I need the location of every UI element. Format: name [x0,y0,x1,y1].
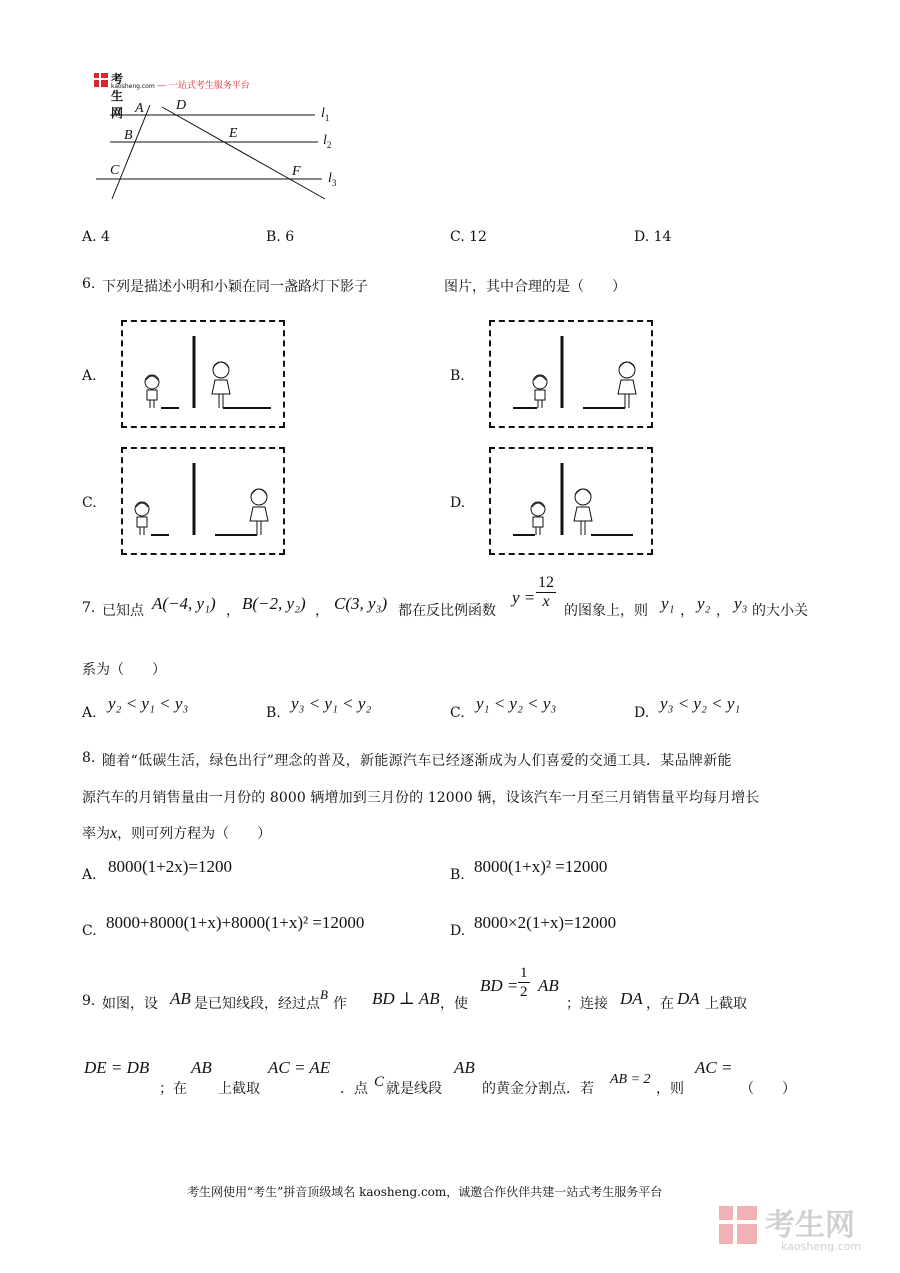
label-l1: $l_1$ [321,106,330,123]
q9-bd-lhs: BD = [480,976,519,995]
q9-t11: 就是线段 [386,1081,442,1097]
q6-option-b-image [489,320,653,428]
q9-ab-eq: AB = 2 [610,1072,651,1087]
q7-option-b-val: y₃ < y₁ < y₂ [291,694,372,713]
q7-option-c-key: C. [450,705,465,721]
q5-option-a: A. 4 [82,229,110,245]
q7-number: 7. [82,600,96,616]
q6-number: 6. [82,276,96,292]
logo-icon [93,72,109,88]
q6-option-a-image [121,320,285,428]
footer-text: 考生网使用“考生”拼音顶级域名 kaosheng.com，诚邀合作伙伴共建一站式考生服务平台 [187,1185,663,1199]
q7-line2: 系为（ ） [82,662,166,678]
q8-option-c-val: 8000+8000(1+x)+8000(1+x)² =12000 [106,913,365,932]
q9-t1: 如图，设 [102,996,158,1012]
q6-option-d-label: D. [450,495,466,511]
q9-t3: 作 [333,996,347,1012]
q7-option-b-key: B. [266,705,281,721]
q7-point-a: A(−4, y₁) [152,594,216,613]
q7-comma1: ， [680,603,694,619]
q9-t4: ，使 [440,996,468,1012]
q7-option-a-val: y₂ < y₁ < y₃ [108,694,189,713]
label-F: F [292,164,301,179]
q9-ac-q: AC = [695,1058,733,1077]
q9-da2: DA [677,989,700,1008]
q8-option-b-key: B. [450,867,465,883]
q8-option-a-val: 8000(1+2x)=1200 [108,857,232,876]
boy-figure [145,375,159,408]
label-C: C [110,163,120,178]
q9-number: 9. [82,993,96,1009]
q7-mid: 都在反比例函数 [398,603,496,619]
q7-prefix: 已知点 [102,603,144,619]
q6-option-c-label: C. [82,495,97,511]
q9-da1: DA [620,989,643,1008]
q9-t6: ，在 [646,996,674,1012]
q9-t5: ；连接 [566,996,608,1012]
q9-c: C [374,1074,385,1090]
q7-sep1: ， [226,603,240,619]
label-D: D [176,98,187,113]
q9-t13: ，则 [656,1081,684,1097]
q9-ab3: AB [454,1058,475,1077]
q7-y2: y₂ [697,594,711,613]
q8-option-b-val: 8000(1+x)² =12000 [474,857,608,876]
logo-sub: kaosheng.com [111,83,155,90]
q9-b: B [320,987,328,1002]
q7-option-c-val: y₁ < y₂ < y₃ [476,694,557,713]
q5-option-c: C. 12 [450,229,487,245]
q9-t9: 上截取 [218,1081,260,1097]
q9-t12: 的黄金分割点．若 [482,1081,594,1097]
label-B: B [124,128,133,143]
q7-option-a-key: A. [82,705,97,721]
watermark-logo-icon [717,1204,759,1246]
q8-line2: 源汽车的月销售量由一月份的 8000 辆增加到三月份的 12000 辆，设该汽车一月至三月销售量平均每月增长 [82,790,760,806]
q6-text-a: 下列是描述小明和小颖在同一盏路灯下影子 [102,279,368,295]
q9-bd-rhs: AB [538,976,559,995]
q7-func-lhs: y = [512,588,536,607]
parallel-lines-figure [90,95,350,215]
q6-text-b: 图片，其中合理的是（ ） [444,279,626,295]
q7-y3: y₃ [734,594,748,613]
girl-figure [212,362,230,408]
q7-point-b: B(−2, y₂) [242,594,306,613]
q8-option-c-key: C. [82,923,97,939]
q7-func-frac: $\frac{12}{x}$ [538,574,554,610]
q9-t10: ．点 [340,1081,368,1097]
label-A: A [135,101,144,116]
q6-option-a-label: A. [82,368,97,384]
transversal-df [162,107,325,199]
q7-option-d-val: y₃ < y₂ < y₁ [660,694,741,713]
q9-ab2: AB [191,1058,212,1077]
q5-option-b: B. 6 [266,229,295,245]
q5-option-d: D. 14 [634,229,672,245]
label-E: E [229,126,238,141]
label-l3: $l_3$ [328,171,337,188]
logo-text: 考生网 [111,72,124,120]
footer-watermark [717,1200,887,1256]
q9-perp: BD ⊥ AB [372,989,440,1008]
q8-number: 8. [82,750,96,766]
q9-t8: ；在 [159,1081,187,1097]
q7-comma2: ， [716,603,730,619]
q7-option-d-key: D. [634,705,650,721]
q9-bd-frac: $\frac{1}{2}$ [520,965,528,1000]
q6-option-d-image [489,447,653,555]
q8-option-a-key: A. [82,867,97,883]
q9-ac: AC = AE [268,1058,331,1077]
q8-line1: 随着“低碳生活，绿色出行”理念的普及，新能源汽车已经逐渐成为人们喜爱的交通工具．某品牌新能 [102,753,732,769]
watermark-sub: kaosheng.com [781,1240,862,1253]
q7-tail: 的大小关 [752,603,808,619]
q7-sep2: ， [315,603,329,619]
transversal-ac [112,105,150,199]
q9-t7: 上截取 [705,996,747,1012]
q6-option-b-label: B. [450,368,465,384]
q7-suffix: 的图象上，则 [564,603,648,619]
q8-option-d-key: D. [450,923,466,939]
q8-option-d-val: 8000×2(1+x)=12000 [474,913,617,932]
q6-option-c-image [121,447,285,555]
q8-line3: 率为x，则可列方程为（ ） [82,825,272,842]
q7-y1: y₁ [661,594,675,613]
q9-t14: （ ） [740,1081,796,1097]
label-l2: $l_2$ [323,133,332,150]
q9-de: DE = DB [84,1058,150,1077]
watermark-text: 考生网 [765,1208,855,1243]
tagline: — 一站式考生服务平台 [157,81,250,91]
q7-point-c: C(3, y₃) [334,594,388,613]
q9-t2: 是已知线段，经过点 [194,996,320,1012]
q9-ab1: AB [170,989,191,1008]
